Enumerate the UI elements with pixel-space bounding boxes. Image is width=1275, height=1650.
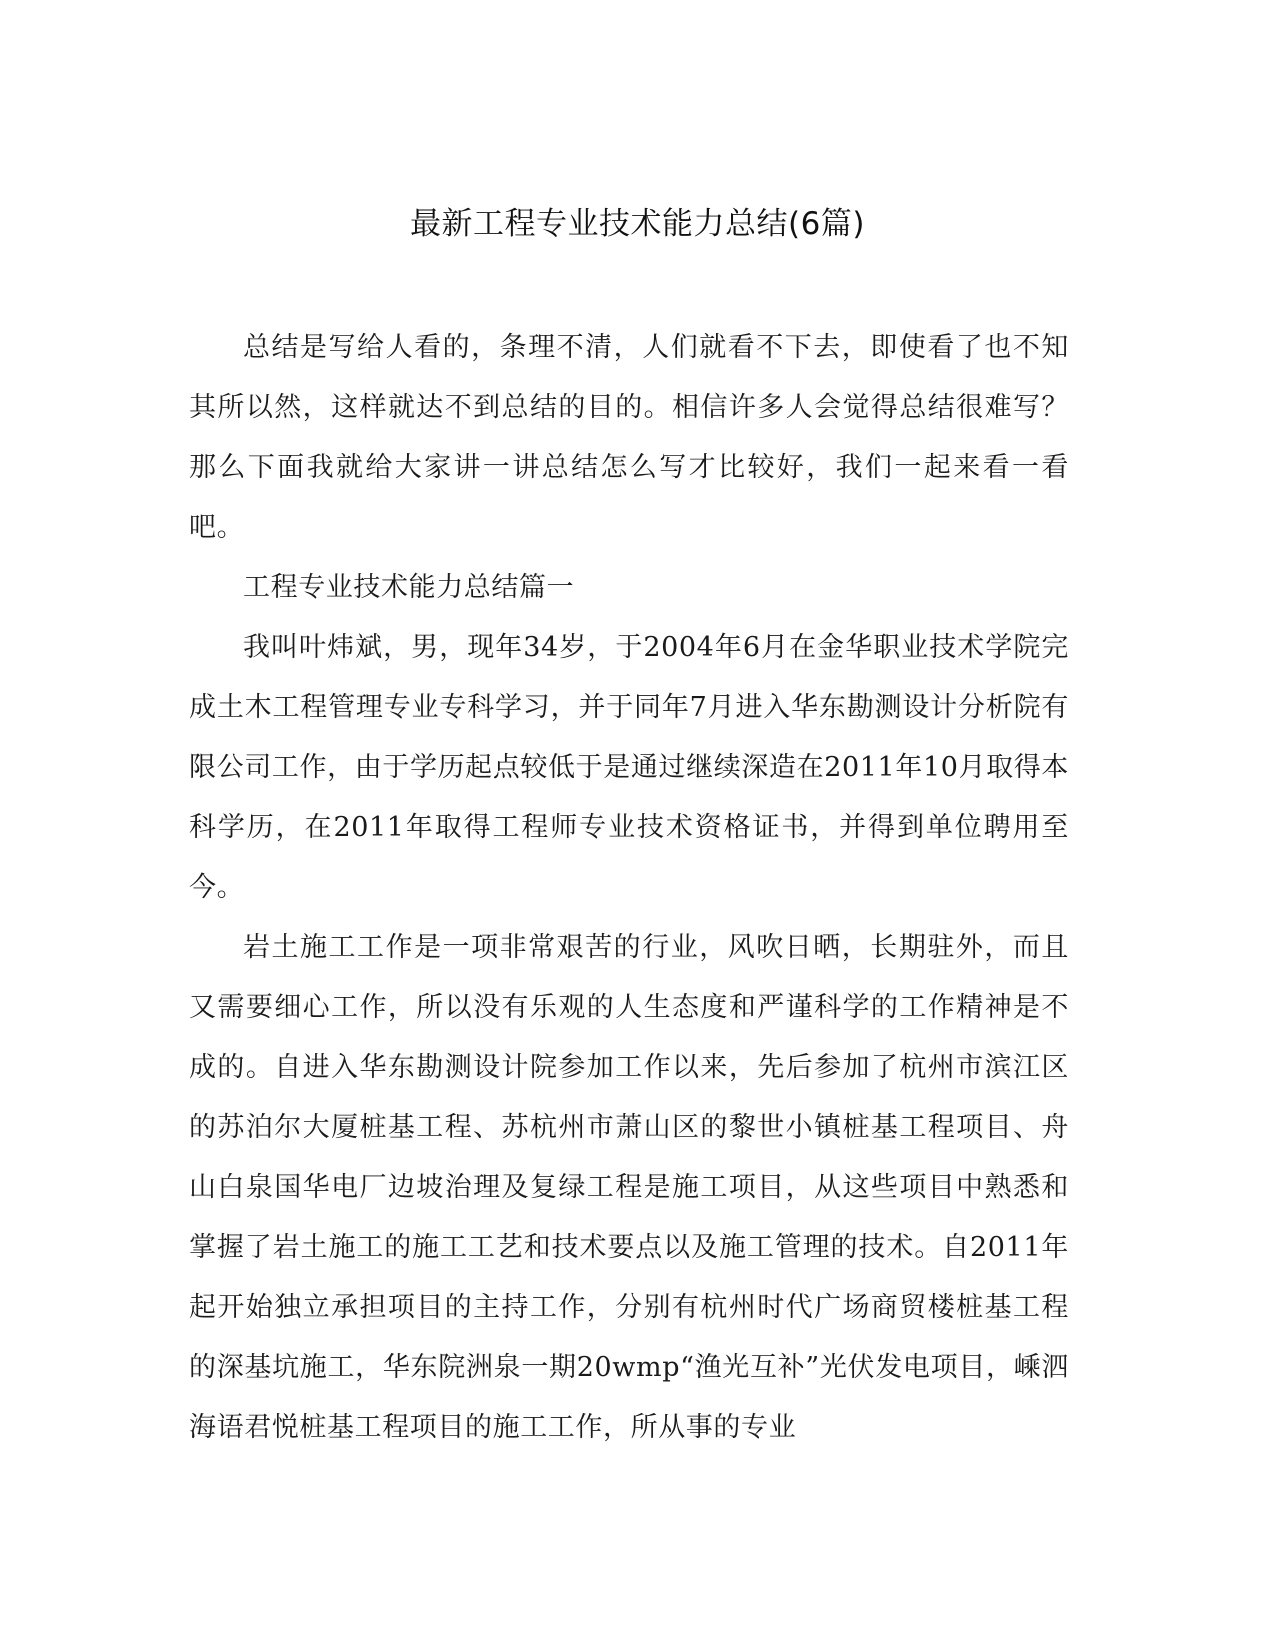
document-title: 最新工程专业技术能力总结(6篇) <box>410 206 865 242</box>
document-body <box>189 318 1069 1458</box>
body-paragraph: 我叫叶炜斌，男，现年34岁，于2004年6月在金华职业技术学院完成土木工程管理专业专科学习，并于同年7月进入华东勘测设计分析院有限公司工作，由于学历起点较低于是通过继续深造在2011年10月取得本科学历，在2011年取得工程师专业技术资格证书，并得到单位聘用至今。 <box>189 632 1069 903</box>
body-paragraph: 岩土施工工作是一项非常艰苦的行业，风吹日晒，长期驻外，而且又需要细心工作，所以没有乐观的人生态度和严谨科学的工作精神是不成的。自进入华东勘测设计院参加工作以来，先后参加了杭州市滨江区的苏泊尔大厦桩基工程、苏杭州市萧山区的黎世小镇桩基工程项目、舟山白泉国华电厂边坡治理及复绿工程是施工项目，从这些项目中熟悉和掌握了岩土施工的施工工艺和技术要点以及施工管理的技术。自2011年起开始独立承担项目的主持工作，分别有杭州时代广场商贸楼桩基工程的深基坑施工，华东院洲泉一期20wmp“渔光互补”光伏发电项目，嵊泗海语君悦桩基工程项目的施工工作，所从事的专业 <box>189 932 1069 1443</box>
intro-paragraph: 总结是写给人看的，条理不清，人们就看不下去，即使看了也不知其所以然，这样就达不到总结的目的。相信许多人会觉得总结很难写？那么下面我就给大家讲一讲总结怎么写才比较好，我们一起来看一看吧。 <box>189 332 1069 543</box>
section-heading: 工程专业技术能力总结篇一 <box>243 572 575 603</box>
